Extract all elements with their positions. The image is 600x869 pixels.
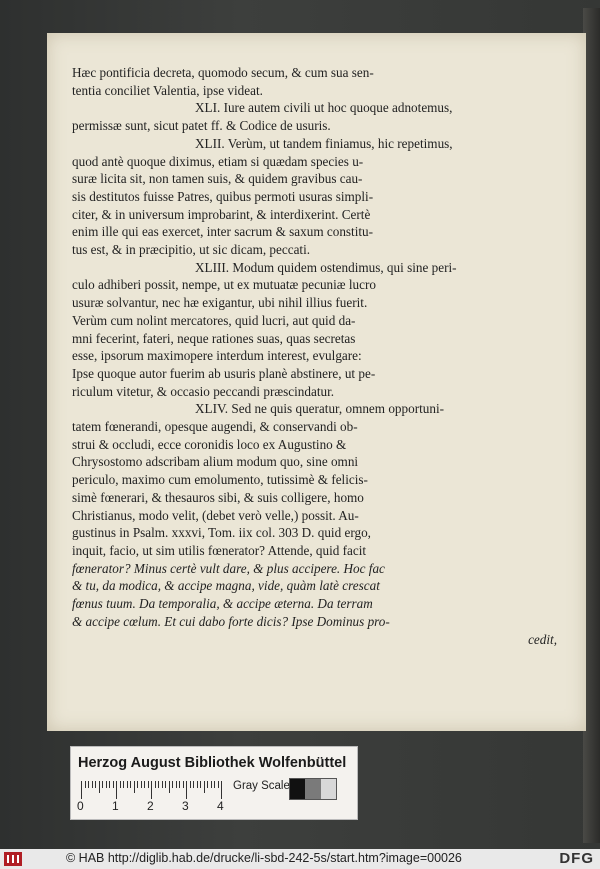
text-line: & tu, da modica, & accipe magna, vide, quàm latè crescat — [72, 578, 380, 594]
ruler-tick — [137, 781, 138, 788]
ruler-tick — [158, 781, 159, 788]
ruler-tick — [169, 781, 170, 793]
text-line: Hæc pontificia decreta, quomodo secum, & cum sua sen- — [72, 65, 374, 80]
ruler-tick — [186, 781, 187, 799]
text-line: esse, ipsorum maximopere interdum interest, evulgare: — [72, 348, 362, 364]
text-line: sis destitutos fuisse Patres, quibus permoti usuras simpli- — [72, 188, 374, 204]
ruler-tick — [200, 781, 201, 788]
library-color-card — [70, 746, 358, 820]
text-line: tentia conciliet Valentia, ipse videat. — [72, 82, 263, 98]
ruler-tick — [120, 781, 121, 788]
ruler-tick — [197, 781, 198, 788]
text-line: gustinus in Psalm. xxxvi, Tom. iix col. 303 D. quid ergo, — [72, 525, 371, 541]
text-line: quod antè quoque diximus, etiam si quædam species u- — [72, 153, 364, 169]
ruler-tick — [102, 781, 103, 788]
ruler-tick — [95, 781, 96, 788]
ruler-tick — [141, 781, 142, 788]
book-page — [47, 33, 586, 731]
ruler-tick — [109, 781, 110, 788]
text-line: suræ licita sit, non tamen suis, & quidem gravibus cau- — [72, 171, 363, 187]
text-line: tatem fœnerandi, opesque augendi, & conservandi ob- — [72, 419, 358, 435]
ruler-tick — [162, 781, 163, 788]
ruler-tick — [165, 781, 166, 788]
gray-swatch — [321, 779, 336, 799]
ruler-tick — [151, 781, 152, 799]
ruler-tick — [92, 781, 93, 788]
footer-credit-link[interactable]: © HAB http://diglib.hab.de/drucke/li-sbd-242-5s/start.htm?image=00026 — [66, 851, 462, 865]
text-line: Chrysostomo adscribam alium modum quo, sine omni — [72, 454, 359, 470]
text-line: usuræ solvantur, nec hæ exigantur, ubi nihil illius fuerit. — [72, 295, 368, 311]
ruler-tick — [190, 781, 191, 788]
ruler-tick — [193, 781, 194, 788]
ruler-numbers — [77, 799, 247, 815]
text-line: XLII. Verùm, ut tandem finiamus, hic repetimus, — [195, 135, 453, 151]
ruler-tick — [221, 781, 222, 799]
text-line: culo adhiberi possit, nempe, ut ex mutuatæ pecuniæ lucro — [72, 277, 376, 293]
text-line: Christianus, modo velit, (debet verò velle,) possit. Au- — [72, 507, 359, 523]
text-line: XLIII. Modum quidem ostendimus, qui sine peri- — [195, 259, 457, 275]
ruler-tick — [127, 781, 128, 788]
ruler-tick — [88, 781, 89, 788]
text-line: Ipse quoque autor fuerim ab usuris planè abstinere, ut pe- — [72, 365, 376, 381]
ruler-tick — [204, 781, 205, 793]
text-line: fœnus tuum. Da temporalia, & accipe æterna. Da terram — [72, 596, 373, 612]
ruler-tick — [85, 781, 86, 788]
card-title: Herzog August Bibliothek Wolfenbüttel — [78, 755, 347, 771]
ruler-number: 2 — [147, 799, 154, 813]
ruler-tick — [176, 781, 177, 788]
ruler-tick — [130, 781, 131, 788]
text-line: & accipe cœlum. Et cui dabo forte dicis? Ipse Dominus pro- — [72, 613, 390, 629]
scale-ruler — [81, 781, 237, 799]
ruler-number: 3 — [182, 799, 189, 813]
ruler-tick — [123, 781, 124, 788]
ruler-tick — [148, 781, 149, 788]
ruler-tick — [218, 781, 219, 788]
text-line: mni fecerint, fateri, neque rationes suas, quas secretas — [72, 330, 356, 346]
ruler-tick — [134, 781, 135, 793]
text-line: tus est, & in præcipitio, ut sic dicam, peccati. — [72, 242, 311, 258]
ruler-tick — [155, 781, 156, 788]
text-line: enim ille qui eas exercet, inter sacrum & saxum constitu- — [72, 224, 374, 240]
gray-scale-swatches — [289, 778, 337, 800]
text-line: Verùm cum nolint mercatores, quid lucri, aut quid da- — [72, 312, 356, 328]
ruler-tick — [211, 781, 212, 788]
text-line: riculum vitetur, & occasio peccandi præscindatur. — [72, 383, 335, 399]
ruler-number: 1 — [112, 799, 119, 813]
gray-swatch — [290, 779, 305, 799]
gray-scale-label: Gray Scale — [233, 780, 290, 792]
text-line: periculo, maximo cum emolumento, tutissimè & felicis- — [72, 472, 368, 488]
text-line: XLIV. Sed ne quis queratur, omnem opportuni- — [195, 401, 445, 417]
ruler-tick — [214, 781, 215, 788]
text-line: permissæ sunt, sicut patet ff. & Codice de usuris. — [72, 118, 331, 134]
text-line: simè fœnerari, & thesauros sibi, & suis colligere, homo — [72, 489, 364, 505]
ruler-number: 0 — [77, 799, 84, 813]
ruler-number: 4 — [217, 799, 224, 813]
ruler-tick — [179, 781, 180, 788]
text-line: fœnerator? Minus certè vult dare, & plus accipere. Hoc fac — [72, 560, 385, 576]
text-line: citer, & in universum improbarint, & interdixerint. Certè — [72, 206, 371, 222]
ruler-tick — [207, 781, 208, 788]
ruler-tick — [116, 781, 117, 799]
ruler-tick — [106, 781, 107, 788]
ruler-tick — [172, 781, 173, 788]
text-line: strui & occludi, ecce coronidis loco ex Augustino & — [72, 436, 347, 452]
text-line: cedit, — [528, 631, 557, 647]
ruler-tick — [144, 781, 145, 788]
ruler-tick — [81, 781, 82, 799]
hab-logo-icon — [4, 852, 22, 866]
dfg-logo: DFG — [559, 850, 594, 867]
page-text — [72, 64, 587, 648]
ruler-tick — [113, 781, 114, 788]
gray-swatch — [305, 779, 320, 799]
text-line: inquit, facio, ut sim utilis fœnerator? Attende, quid facit — [72, 542, 367, 558]
ruler-tick — [99, 781, 100, 793]
text-line: XLI. Iure autem civili ut hoc quoque adnotemus, — [195, 100, 453, 116]
ruler-tick — [183, 781, 184, 788]
footer-bar — [0, 849, 600, 869]
